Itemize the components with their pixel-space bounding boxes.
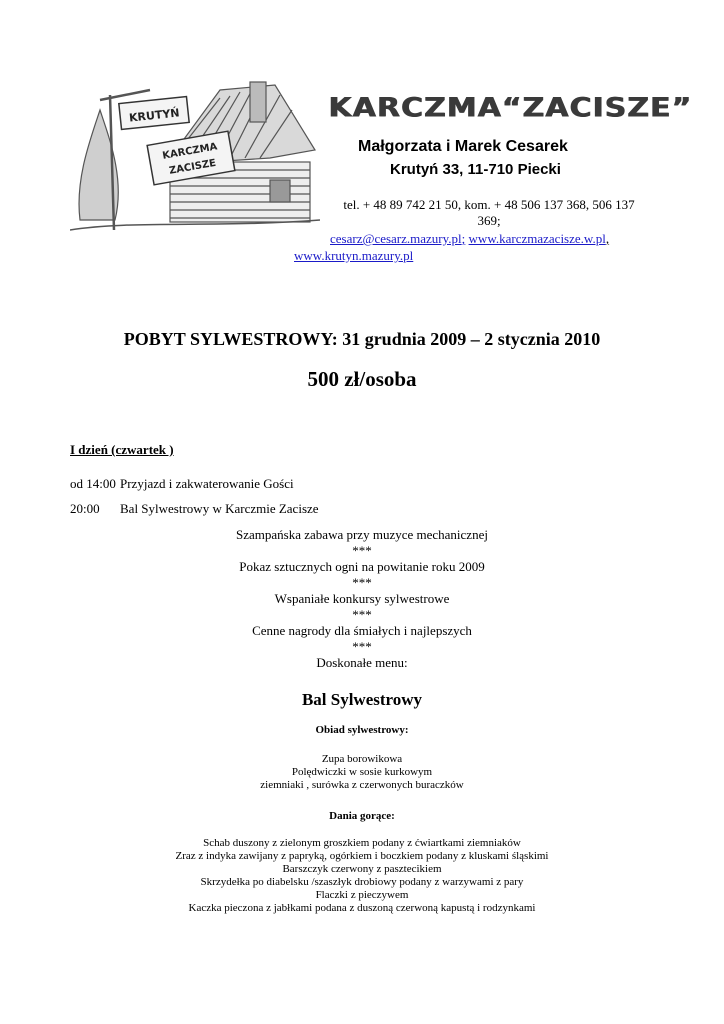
links-line-2	[294, 248, 413, 264]
contact-line-1: tel. + 48 89 742 21 50, kom. + 48 506 137 368, 506 137	[343, 197, 635, 212]
menu-section-title: Obiad sylwestrowy:	[315, 724, 409, 736]
website-link-krutyn[interactable]: www.krutyn.mazury.pl	[294, 248, 414, 263]
menu-item: Zraz z indyka zawijany z papryką, ogórkiem i boczkiem podany z kluskami śląskimi	[175, 850, 549, 862]
menu-item: Barszczyk czerwony z pasztecikiem	[282, 863, 442, 875]
links-line-1	[330, 231, 609, 247]
address-line: Krutyń 33, 11-710 Piecki	[390, 161, 561, 178]
menu-item: Schab duszony z zielonym groszkiem podany z ćwiartkami ziemniaków	[203, 837, 521, 849]
program-item: Pokaz sztucznych ogni na powitanie roku 2009	[239, 559, 485, 574]
schedule-time: od 14:00	[70, 476, 116, 491]
contact-line-2: 369;	[477, 213, 501, 228]
schedule-row	[70, 501, 319, 517]
menu-item: Polędwiczki w sosie kurkowym	[291, 766, 433, 778]
program-separator: ***	[352, 607, 372, 622]
brand-logo-text: KARCZMA“ZACISZE”	[328, 92, 692, 124]
program-separator: ***	[352, 639, 372, 654]
menu-section-items	[0, 837, 724, 915]
inn-sketch-illustration	[70, 70, 320, 242]
menu-item: Skrzydełka po diabelsku /szaszłyk drobiowy podany z warzywami z pary	[200, 876, 524, 888]
schedule-text: Bal Sylwestrowy w Karczmie Zacisze	[120, 501, 319, 516]
contact-phones	[322, 197, 656, 229]
menu-title: Bal Sylwestrowy	[301, 690, 423, 709]
sign-zacisze-text: ZACISZE	[168, 157, 217, 177]
program-separator: ***	[352, 575, 372, 590]
menu-item: Kaczka pieczona z jabłkami podana z duszoną czerwoną kapustą i rodzynkami	[188, 902, 536, 914]
schedule-text: Przyjazd i zakwaterowanie Gości	[120, 476, 294, 491]
event-headline: POBYT SYLWESTROWY: 31 grudnia 2009 – 2 stycznia 2010	[123, 329, 601, 349]
menu-item: Flaczki z pieczywem	[315, 889, 409, 901]
program-item: Wspaniałe konkursy sylwestrowe	[274, 591, 450, 606]
program-item: Doskonałe menu:	[316, 655, 408, 670]
schedule-time: 20:00	[70, 501, 100, 516]
menu-section-items	[0, 753, 724, 792]
day-heading: I dzień (czwartek )	[70, 442, 174, 457]
website-link-karczmazacisze[interactable]: www.karczmazacisze.w.pl	[468, 231, 606, 246]
link-separator: ;	[461, 231, 466, 246]
program-list	[0, 527, 724, 671]
program-item: Szampańska zabawa przy muzyce mechanicznej	[236, 527, 488, 542]
sign-krutyn-text: KRUTYŃ	[128, 106, 181, 125]
email-link[interactable]: cesarz@cesarz.mazury.pl	[330, 231, 462, 246]
link-comma: ,	[605, 231, 610, 246]
menu-item: ziemniaki , surówka z czerwonych buraczków	[260, 779, 464, 791]
menu-section-title: Dania gorące:	[329, 810, 395, 822]
event-price: 500 zł/osoba	[307, 367, 417, 391]
menu-item: Zupa borowikowa	[321, 753, 403, 765]
sign-karczma-text: KARCZMA	[161, 141, 219, 162]
owners-name: Małgorzata i Marek Cesarek	[358, 138, 568, 155]
schedule-row	[70, 476, 294, 492]
program-separator: ***	[352, 543, 372, 558]
program-item: Cenne nagrody dla śmiałych i najlepszych	[252, 623, 472, 638]
